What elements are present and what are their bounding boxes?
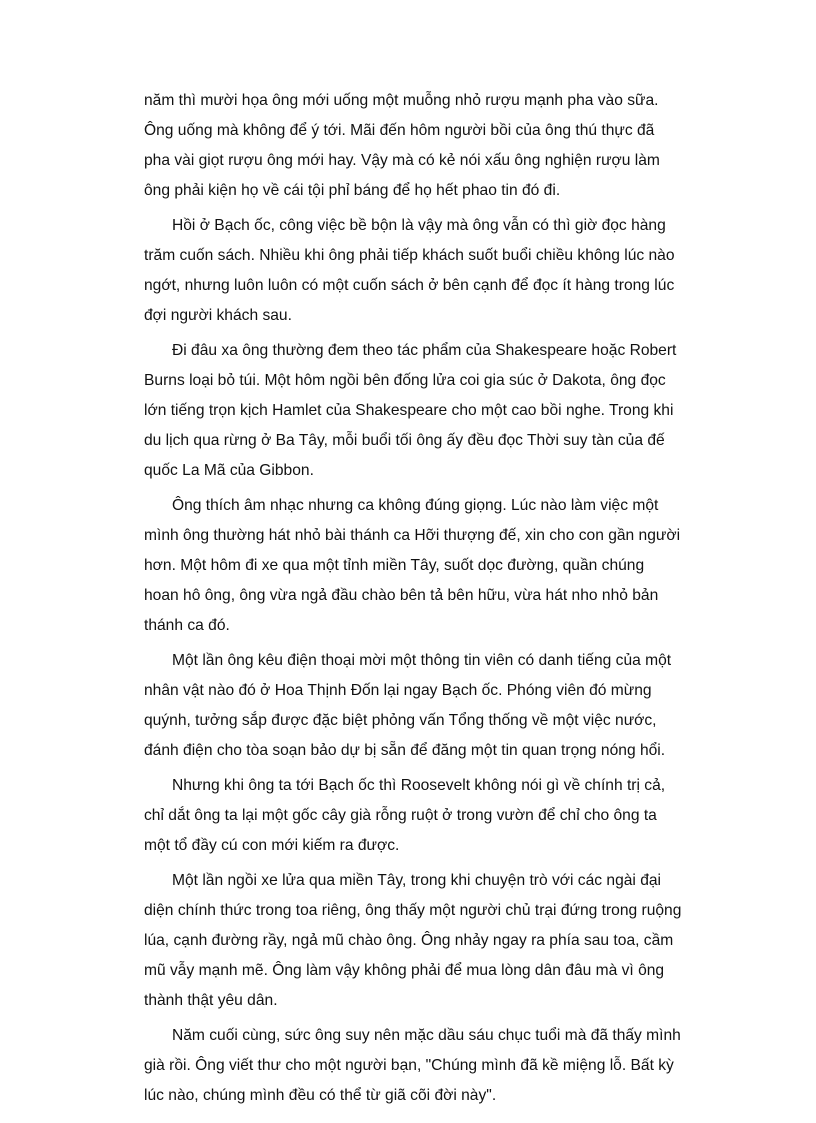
- text-line: Năm cuối cùng, sức ông suy nên mặc dầu sáu chục tuổi mà đã thấy mình: [172, 1027, 681, 1044]
- text-line: pha vài giọt rượu ông mới hay. Vậy mà có kẻ nói xấu ông nghiện rượu làm: [144, 152, 660, 169]
- text-line: Một lần ngồi xe lửa qua miền Tây, trong khi chuyện trò với các ngài đại: [172, 872, 662, 889]
- text-line: chỉ dắt ông ta lại một gốc cây già rỗng ruột ở trong vườn để chỉ cho ông ta: [144, 807, 657, 824]
- text-line: hơn. Một hôm đi xe qua một tỉnh miền Tây, suốt dọc đường, quần chúng: [144, 557, 645, 574]
- text-line: du lịch qua rừng ở Ba Tây, mỗi buổi tối ông ấy đều đọc Thời suy tàn của đế: [144, 432, 665, 449]
- text-line: năm thì mười họa ông mới uống một muỗng nhỏ rượu mạnh pha vào sữa.: [144, 92, 659, 109]
- text-line: nhân vật nào đó ở Hoa Thịnh Đốn lại ngay Bạch ốc. Phóng viên đó mừng: [144, 682, 652, 699]
- text-line: ngớt, nhưng luôn luôn có một cuốn sách ở bên cạnh để đọc ít hàng trong lúc: [144, 277, 675, 294]
- paragraph-5: [144, 646, 672, 766]
- text-line: lúc nào, chúng mình đều có thể từ giã cõi đời này".: [144, 1087, 497, 1104]
- text-line: Hồi ở Bạch ốc, công việc bề bộn là vậy mà ông vẫn có thì giờ đọc hàng: [172, 217, 666, 234]
- paragraph-6: [144, 771, 672, 861]
- text-line: diện chính thức trong toa riêng, ông thấy một người chủ trại đứng trong ruộng: [144, 902, 682, 919]
- text-line: đợi người khách sau.: [144, 307, 292, 324]
- text-line: quýnh, tưởng sắp được đặc biệt phỏng vấn Tổng thống về một việc nước,: [144, 712, 657, 729]
- text-line: Ông uống mà không để ý tới. Mãi đến hôm người bồi của ông thú thực đã: [144, 122, 655, 139]
- text-line: thánh ca đó.: [144, 617, 230, 634]
- document-page: [144, 86, 682, 1111]
- text-line: Ông thích âm nhạc nhưng ca không đúng giọng. Lúc nào làm việc một: [172, 497, 659, 514]
- text-line: hoan hô ông, ông vừa ngả đầu chào bên tả bên hữu, vừa hát nho nhỏ bản: [144, 587, 659, 604]
- text-line: Một lần ông kêu điện thoại mời một thông tin viên có danh tiếng của một: [172, 652, 672, 669]
- text-line: Nhưng khi ông ta tới Bạch ốc thì Roosevelt không nói gì về chính trị cả,: [172, 777, 666, 794]
- paragraph-4: [144, 491, 681, 641]
- text-line: một tổ đầy cú con mới kiếm ra được.: [144, 837, 400, 854]
- text-line: lớn tiếng trọn kịch Hamlet của Shakespeare cho một cao bồi nghe. Trong khi: [144, 402, 674, 419]
- paragraph-8: [144, 1021, 681, 1111]
- text-line: ông phải kiện họ về cái tội phỉ báng để họ hết phao tin đó đi.: [144, 182, 561, 199]
- paragraph-1: [144, 86, 672, 206]
- text-line: thành thật yêu dân.: [144, 992, 278, 1009]
- text-line: lúa, cạnh đường rầy, ngả mũ chào ông. Ông nhảy ngay ra phía sau toa, cầm: [144, 932, 674, 949]
- text-line: trăm cuốn sách. Nhiều khi ông phải tiếp khách suốt buổi chiều không lúc nào: [144, 247, 675, 264]
- text-line: quốc La Mã của Gibbon.: [144, 462, 314, 479]
- text-line: già rồi. Ông viết thư cho một người bạn, "Chúng mình đã kề miệng lỗ. Bất kỳ: [144, 1057, 674, 1074]
- paragraph-3: [144, 336, 677, 486]
- paragraph-7: [144, 866, 682, 1016]
- text-line: mũ vẫy mạnh mẽ. Ông làm vậy không phải để mua lòng dân đâu mà vì ông: [144, 962, 665, 979]
- text-line: mình ông thường hát nhỏ bài thánh ca Hỡi thượng đế, xin cho con gần người: [144, 527, 681, 544]
- text-line: Burns loại bỏ túi. Một hôm ngồi bên đống lửa coi gia súc ở Dakota, ông đọc: [144, 372, 666, 389]
- paragraph-2: [144, 211, 675, 331]
- text-line: đánh điện cho tòa soạn bảo dự bị sẵn để đăng một tin quan trọng nóng hổi.: [144, 742, 666, 759]
- text-line: Đi đâu xa ông thường đem theo tác phẩm của Shakespeare hoặc Robert: [172, 342, 677, 359]
